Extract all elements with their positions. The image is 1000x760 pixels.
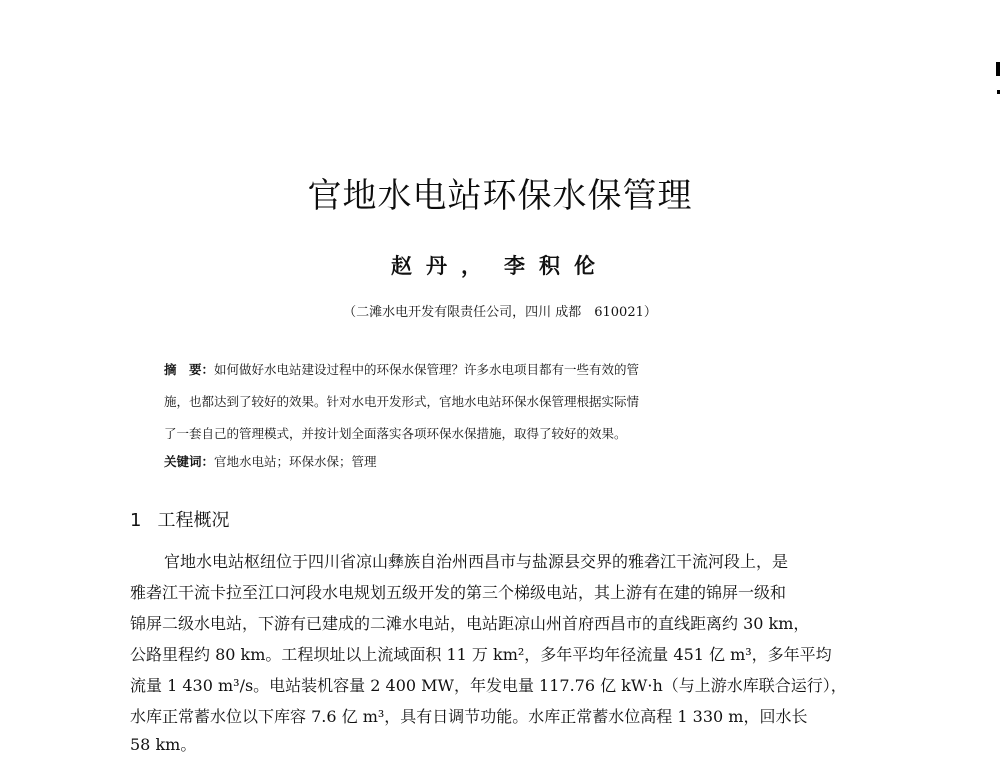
abstract-text-2: 施，也都达到了较好的效果。针对水电开发形式，官地水电站环保水保管理根据实际情	[164, 394, 640, 409]
abstract-line-2	[164, 386, 764, 418]
abstract-text-1: 如何做好水电站建设过程中的环保水保管理？许多水电项目都有一些有效的管	[214, 362, 640, 377]
paragraph-line: 雅砻江干流卡拉至江口河段水电规划五级开发的第三个梯级电站，其上游有在建的锦屏一级和	[130, 583, 787, 602]
author-separator: ，	[461, 253, 482, 278]
abstract-line-1	[164, 354, 764, 386]
keywords-label: 关键词：	[164, 454, 215, 469]
author-first: 赵丹	[391, 253, 461, 278]
paper-title: 官地水电站环保水保管理	[307, 176, 693, 216]
paragraph-line: 锦屏二级水电站，下游有已建成的二滩水电站，电站距凉山州首府西昌市的直线距离约 30 km，	[130, 614, 810, 633]
section-title: 工程概况	[157, 510, 230, 531]
author-affiliation: （二滩水电开发有限责任公司，四川 成都 610021）	[343, 305, 657, 320]
paragraph-line: 流量 1 430 m³/s。电站装机容量 2 400 MW，年发电量 117.76 亿 kW·h（与上游水库联合运行），	[130, 676, 847, 695]
paragraph-line: 官地水电站枢纽位于四川省凉山彝族自治州西昌市与盐源县交界的雅砻江干流河段上，是	[164, 552, 789, 571]
author-list	[0, 250, 1000, 280]
paragraph-line: 水库正常蓄水位以下库容 7.6 亿 m³，具有日调节功能。水库正常蓄水位高程 1 330 m，回水长	[130, 707, 808, 726]
section-heading	[130, 506, 229, 532]
abstract-text-3: 了一套自己的管理模式，并按计划全面落实各项环保水保措施，取得了较好的效果。	[164, 426, 627, 441]
abstract-label: 摘 要：	[164, 362, 215, 377]
author-second: 李积伦	[504, 253, 609, 278]
paragraph-line: 58 km。	[130, 735, 197, 754]
section-number: 1	[130, 510, 142, 531]
keywords-line	[164, 446, 764, 478]
keywords-text: 官地水电站；环保水保；管理	[214, 454, 377, 469]
scan-edge-mark	[996, 62, 1000, 76]
paragraph-line: 公路里程约 80 km。工程坝址以上流域面积 11 万 km²，多年平均年径流量 451 亿 m³，多年平均	[130, 645, 832, 664]
